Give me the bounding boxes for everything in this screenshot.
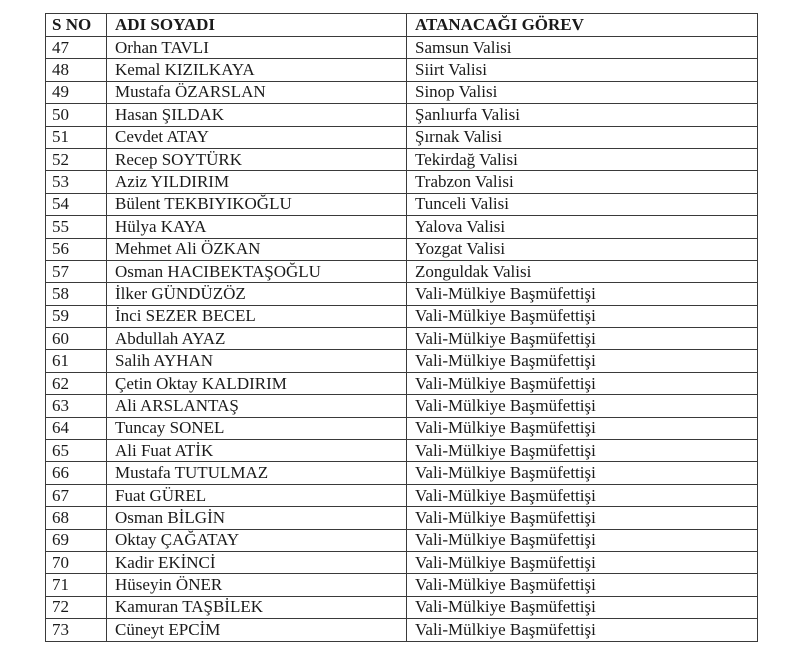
cell-name: Mehmet Ali ÖZKAN: [107, 238, 407, 260]
cell-duty: Vali-Mülkiye Başmüfettişi: [407, 507, 758, 529]
cell-name: Çetin Oktay KALDIRIM: [107, 372, 407, 394]
header-s-no: S NO: [46, 14, 107, 37]
cell-s-no: 47: [46, 37, 107, 59]
cell-s-no: 62: [46, 372, 107, 394]
cell-s-no: 53: [46, 171, 107, 193]
header-name: ADI SOYADI: [107, 14, 407, 37]
cell-duty: Yalova Valisi: [407, 216, 758, 238]
table-row: [46, 193, 758, 215]
table-row: [46, 126, 758, 148]
cell-name: Hasan ŞILDAK: [107, 104, 407, 126]
cell-duty: Şanlıurfa Valisi: [407, 104, 758, 126]
cell-name: Hülya KAYA: [107, 216, 407, 238]
table-row: [46, 260, 758, 282]
cell-name: Salih AYHAN: [107, 350, 407, 372]
cell-duty: Vali-Mülkiye Başmüfettişi: [407, 283, 758, 305]
cell-name: Mustafa TUTULMAZ: [107, 462, 407, 484]
cell-s-no: 49: [46, 81, 107, 103]
cell-s-no: 52: [46, 148, 107, 170]
cell-duty: Vali-Mülkiye Başmüfettişi: [407, 484, 758, 506]
table-row: [46, 440, 758, 462]
cell-duty: Vali-Mülkiye Başmüfettişi: [407, 328, 758, 350]
cell-duty: Vali-Mülkiye Başmüfettişi: [407, 350, 758, 372]
cell-duty: Siirt Valisi: [407, 59, 758, 81]
cell-name: İnci SEZER BECEL: [107, 305, 407, 327]
cell-name: Aziz YILDIRIM: [107, 171, 407, 193]
table-row: [46, 350, 758, 372]
cell-name: İlker GÜNDÜZÖZ: [107, 283, 407, 305]
cell-name: Mustafa ÖZARSLAN: [107, 81, 407, 103]
cell-duty: Vali-Mülkiye Başmüfettişi: [407, 619, 758, 641]
cell-s-no: 58: [46, 283, 107, 305]
table-row: [46, 596, 758, 618]
cell-s-no: 54: [46, 193, 107, 215]
cell-s-no: 55: [46, 216, 107, 238]
cell-name: Recep SOYTÜRK: [107, 148, 407, 170]
cell-name: Abdullah AYAZ: [107, 328, 407, 350]
cell-s-no: 71: [46, 574, 107, 596]
cell-duty: Vali-Mülkiye Başmüfettişi: [407, 551, 758, 573]
table-row: [46, 59, 758, 81]
cell-duty: Yozgat Valisi: [407, 238, 758, 260]
table-row: [46, 372, 758, 394]
cell-name: Fuat GÜREL: [107, 484, 407, 506]
cell-duty: Vali-Mülkiye Başmüfettişi: [407, 305, 758, 327]
table-row: [46, 37, 758, 59]
cell-duty: Tekirdağ Valisi: [407, 148, 758, 170]
cell-name: Ali ARSLANTAŞ: [107, 395, 407, 417]
table-row: [46, 171, 758, 193]
cell-duty: Vali-Mülkiye Başmüfettişi: [407, 529, 758, 551]
cell-duty: Vali-Mülkiye Başmüfettişi: [407, 395, 758, 417]
cell-s-no: 60: [46, 328, 107, 350]
cell-name: Osman BİLGİN: [107, 507, 407, 529]
cell-name: Ali Fuat ATİK: [107, 440, 407, 462]
cell-s-no: 73: [46, 619, 107, 641]
cell-s-no: 69: [46, 529, 107, 551]
cell-s-no: 59: [46, 305, 107, 327]
document-page: [45, 13, 758, 642]
cell-s-no: 64: [46, 417, 107, 439]
cell-duty: Vali-Mülkiye Başmüfettişi: [407, 417, 758, 439]
table-row: [46, 216, 758, 238]
cell-name: Cevdet ATAY: [107, 126, 407, 148]
cell-duty: Vali-Mülkiye Başmüfettişi: [407, 440, 758, 462]
cell-duty: Vali-Mülkiye Başmüfettişi: [407, 462, 758, 484]
cell-duty: Samsun Valisi: [407, 37, 758, 59]
cell-s-no: 61: [46, 350, 107, 372]
cell-name: Kemal KIZILKAYA: [107, 59, 407, 81]
table-row: [46, 104, 758, 126]
table-row: [46, 283, 758, 305]
cell-duty: Vali-Mülkiye Başmüfettişi: [407, 574, 758, 596]
cell-name: Oktay ÇAĞATAY: [107, 529, 407, 551]
cell-duty: Vali-Mülkiye Başmüfettişi: [407, 596, 758, 618]
cell-duty: Sinop Valisi: [407, 81, 758, 103]
table-row: [46, 417, 758, 439]
cell-s-no: 65: [46, 440, 107, 462]
table-row: [46, 238, 758, 260]
cell-s-no: 57: [46, 260, 107, 282]
cell-name: Osman HACIBEKTAŞOĞLU: [107, 260, 407, 282]
table-row: [46, 81, 758, 103]
appointments-table: [45, 13, 758, 642]
cell-s-no: 68: [46, 507, 107, 529]
cell-s-no: 67: [46, 484, 107, 506]
table-row: [46, 462, 758, 484]
cell-name: Orhan TAVLI: [107, 37, 407, 59]
table-row: [46, 484, 758, 506]
cell-name: Tuncay SONEL: [107, 417, 407, 439]
cell-duty: Vali-Mülkiye Başmüfettişi: [407, 372, 758, 394]
table-row: [46, 148, 758, 170]
cell-name: Cüneyt EPCİM: [107, 619, 407, 641]
table-row: [46, 305, 758, 327]
table-header-row: [46, 14, 758, 37]
cell-s-no: 70: [46, 551, 107, 573]
cell-s-no: 63: [46, 395, 107, 417]
cell-s-no: 56: [46, 238, 107, 260]
cell-name: Bülent TEKBIYIKOĞLU: [107, 193, 407, 215]
cell-duty: Zonguldak Valisi: [407, 260, 758, 282]
cell-duty: Şırnak Valisi: [407, 126, 758, 148]
cell-s-no: 50: [46, 104, 107, 126]
cell-s-no: 51: [46, 126, 107, 148]
cell-duty: Tunceli Valisi: [407, 193, 758, 215]
cell-name: Kadir EKİNCİ: [107, 551, 407, 573]
table-row: [46, 529, 758, 551]
table-row: [46, 574, 758, 596]
table-row: [46, 328, 758, 350]
cell-name: Kamuran TAŞBİLEK: [107, 596, 407, 618]
header-duty: ATANACAĞI GÖREV: [407, 14, 758, 37]
cell-s-no: 48: [46, 59, 107, 81]
table-row: [46, 619, 758, 641]
table-row: [46, 507, 758, 529]
cell-duty: Trabzon Valisi: [407, 171, 758, 193]
cell-name: Hüseyin ÖNER: [107, 574, 407, 596]
cell-s-no: 66: [46, 462, 107, 484]
table-row: [46, 395, 758, 417]
table-body: [46, 37, 758, 642]
table-row: [46, 551, 758, 573]
cell-s-no: 72: [46, 596, 107, 618]
